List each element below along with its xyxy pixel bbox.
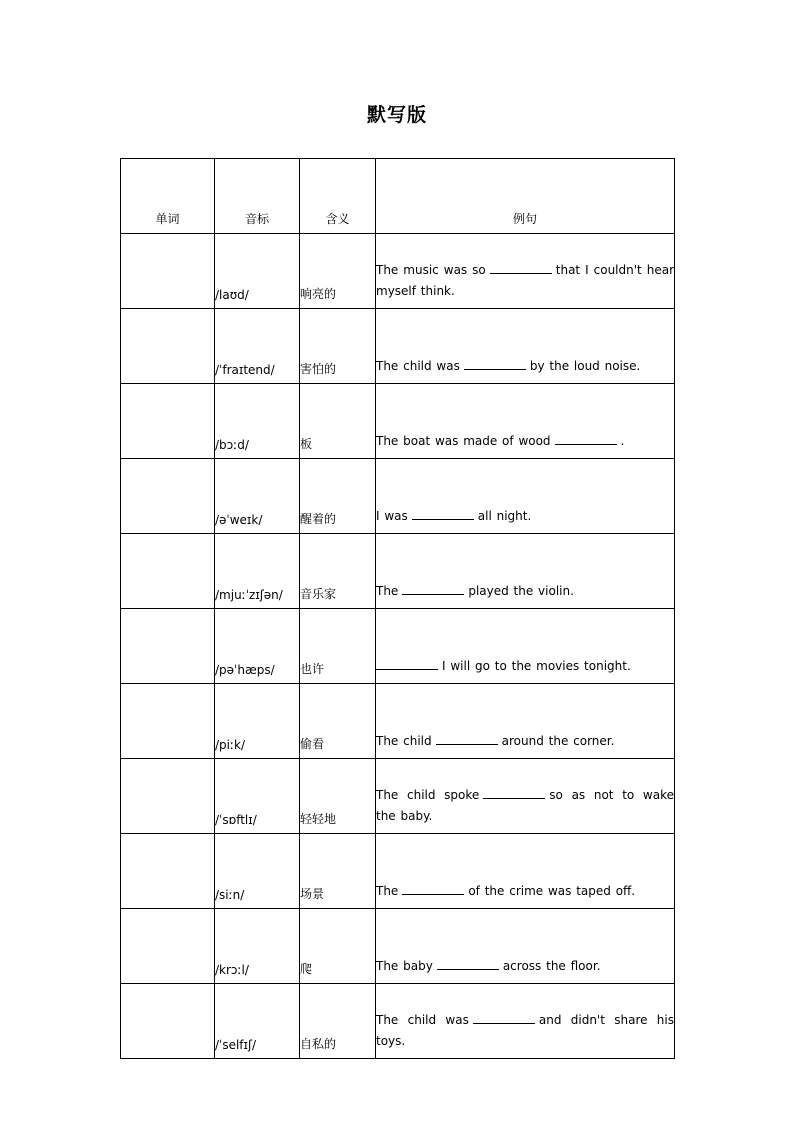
example-text-before: I was	[376, 509, 408, 523]
example-text-after: I will go to the movies tonight.	[442, 659, 631, 673]
header-phonetic: 音标	[215, 159, 300, 234]
table-row	[121, 834, 675, 909]
answer-blank[interactable]	[402, 583, 464, 595]
word-cell	[121, 534, 215, 609]
table-row	[121, 684, 675, 759]
table-header-row	[121, 159, 675, 234]
example-text-before: The child	[376, 734, 432, 748]
phonetic-cell: /bɔːd/	[215, 384, 300, 459]
table-row	[121, 459, 675, 534]
example-cell	[376, 984, 675, 1059]
header-meaning: 含义	[300, 159, 376, 234]
meaning-cell: 响亮的	[300, 234, 376, 309]
word-cell	[121, 309, 215, 384]
phonetic-cell: /əˈweɪk/	[215, 459, 300, 534]
phonetic-cell: /laʊd/	[215, 234, 300, 309]
phonetic-cell: /krɔːl/	[215, 909, 300, 984]
word-cell	[121, 759, 215, 834]
table-row	[121, 984, 675, 1059]
answer-blank[interactable]	[376, 658, 438, 670]
header-example: 例句	[376, 159, 675, 234]
example-cell	[376, 534, 675, 609]
vocabulary-table	[120, 158, 675, 1059]
example-text-after: that I couldn't hear myself think.	[376, 263, 674, 298]
example-cell	[376, 234, 675, 309]
example-cell	[376, 459, 675, 534]
word-cell	[121, 984, 215, 1059]
meaning-cell: 醒着的	[300, 459, 376, 534]
table-row	[121, 909, 675, 984]
example-text-before: The	[376, 584, 399, 598]
phonetic-cell: /siːn/	[215, 834, 300, 909]
page-title: 默写版	[366, 104, 427, 126]
answer-blank[interactable]	[473, 1012, 535, 1024]
table-row	[121, 384, 675, 459]
example-text-before: The music was so	[376, 263, 486, 277]
answer-blank[interactable]	[464, 358, 526, 370]
word-cell	[121, 459, 215, 534]
example-text-before: The baby	[376, 959, 433, 973]
example-text-after: played the violin.	[468, 584, 574, 598]
answer-blank[interactable]	[483, 787, 545, 799]
word-cell	[121, 609, 215, 684]
meaning-cell: 音乐家	[300, 534, 376, 609]
example-text-after: so as not to wake the baby.	[376, 788, 674, 823]
answer-blank[interactable]	[555, 433, 617, 445]
answer-blank[interactable]	[412, 508, 474, 520]
example-text-after: .	[620, 434, 625, 448]
meaning-cell: 爬	[300, 909, 376, 984]
answer-blank[interactable]	[436, 733, 498, 745]
header-word: 单词	[121, 159, 215, 234]
meaning-cell: 轻轻地	[300, 759, 376, 834]
table-row	[121, 759, 675, 834]
example-text-before: The	[376, 884, 399, 898]
example-text-after: by the loud noise.	[529, 359, 641, 373]
answer-blank[interactable]	[437, 958, 499, 970]
word-cell	[121, 384, 215, 459]
example-text-after: of the crime was taped off.	[468, 884, 636, 898]
example-text-before: The boat was made of wood	[376, 434, 551, 448]
phonetic-cell: /mjuːˈzɪʃən/	[215, 534, 300, 609]
phonetic-cell: /piːk/	[215, 684, 300, 759]
example-cell	[376, 909, 675, 984]
example-text-before: The child was	[376, 1013, 469, 1027]
example-cell	[376, 684, 675, 759]
word-cell	[121, 909, 215, 984]
meaning-cell: 自私的	[300, 984, 376, 1059]
example-text-before: The child spoke	[376, 788, 480, 802]
example-text-after: across the floor.	[502, 959, 601, 973]
word-cell	[121, 234, 215, 309]
phonetic-cell: /ˈsɒftlɪ/	[215, 759, 300, 834]
table-row	[121, 534, 675, 609]
phonetic-cell: /ˈselfɪʃ/	[215, 984, 300, 1059]
table-row	[121, 309, 675, 384]
example-text-before: The child was	[376, 359, 460, 373]
meaning-cell: 也许	[300, 609, 376, 684]
word-cell	[121, 834, 215, 909]
meaning-cell: 偷看	[300, 684, 376, 759]
table-row	[121, 234, 675, 309]
meaning-cell: 板	[300, 384, 376, 459]
answer-blank[interactable]	[402, 883, 464, 895]
example-text-after: and didn't share his toys.	[376, 1013, 675, 1048]
example-cell	[376, 759, 675, 834]
example-cell	[376, 609, 675, 684]
example-text-after: all night.	[477, 509, 532, 523]
word-cell	[121, 684, 215, 759]
example-text-after: around the corner.	[501, 734, 615, 748]
example-cell	[376, 834, 675, 909]
example-cell	[376, 309, 675, 384]
example-cell	[376, 384, 675, 459]
meaning-cell: 场景	[300, 834, 376, 909]
meaning-cell: 害怕的	[300, 309, 376, 384]
phonetic-cell: /pəˈhæps/	[215, 609, 300, 684]
phonetic-cell: /ˈfraɪtend/	[215, 309, 300, 384]
table-row	[121, 609, 675, 684]
answer-blank[interactable]	[490, 262, 552, 274]
